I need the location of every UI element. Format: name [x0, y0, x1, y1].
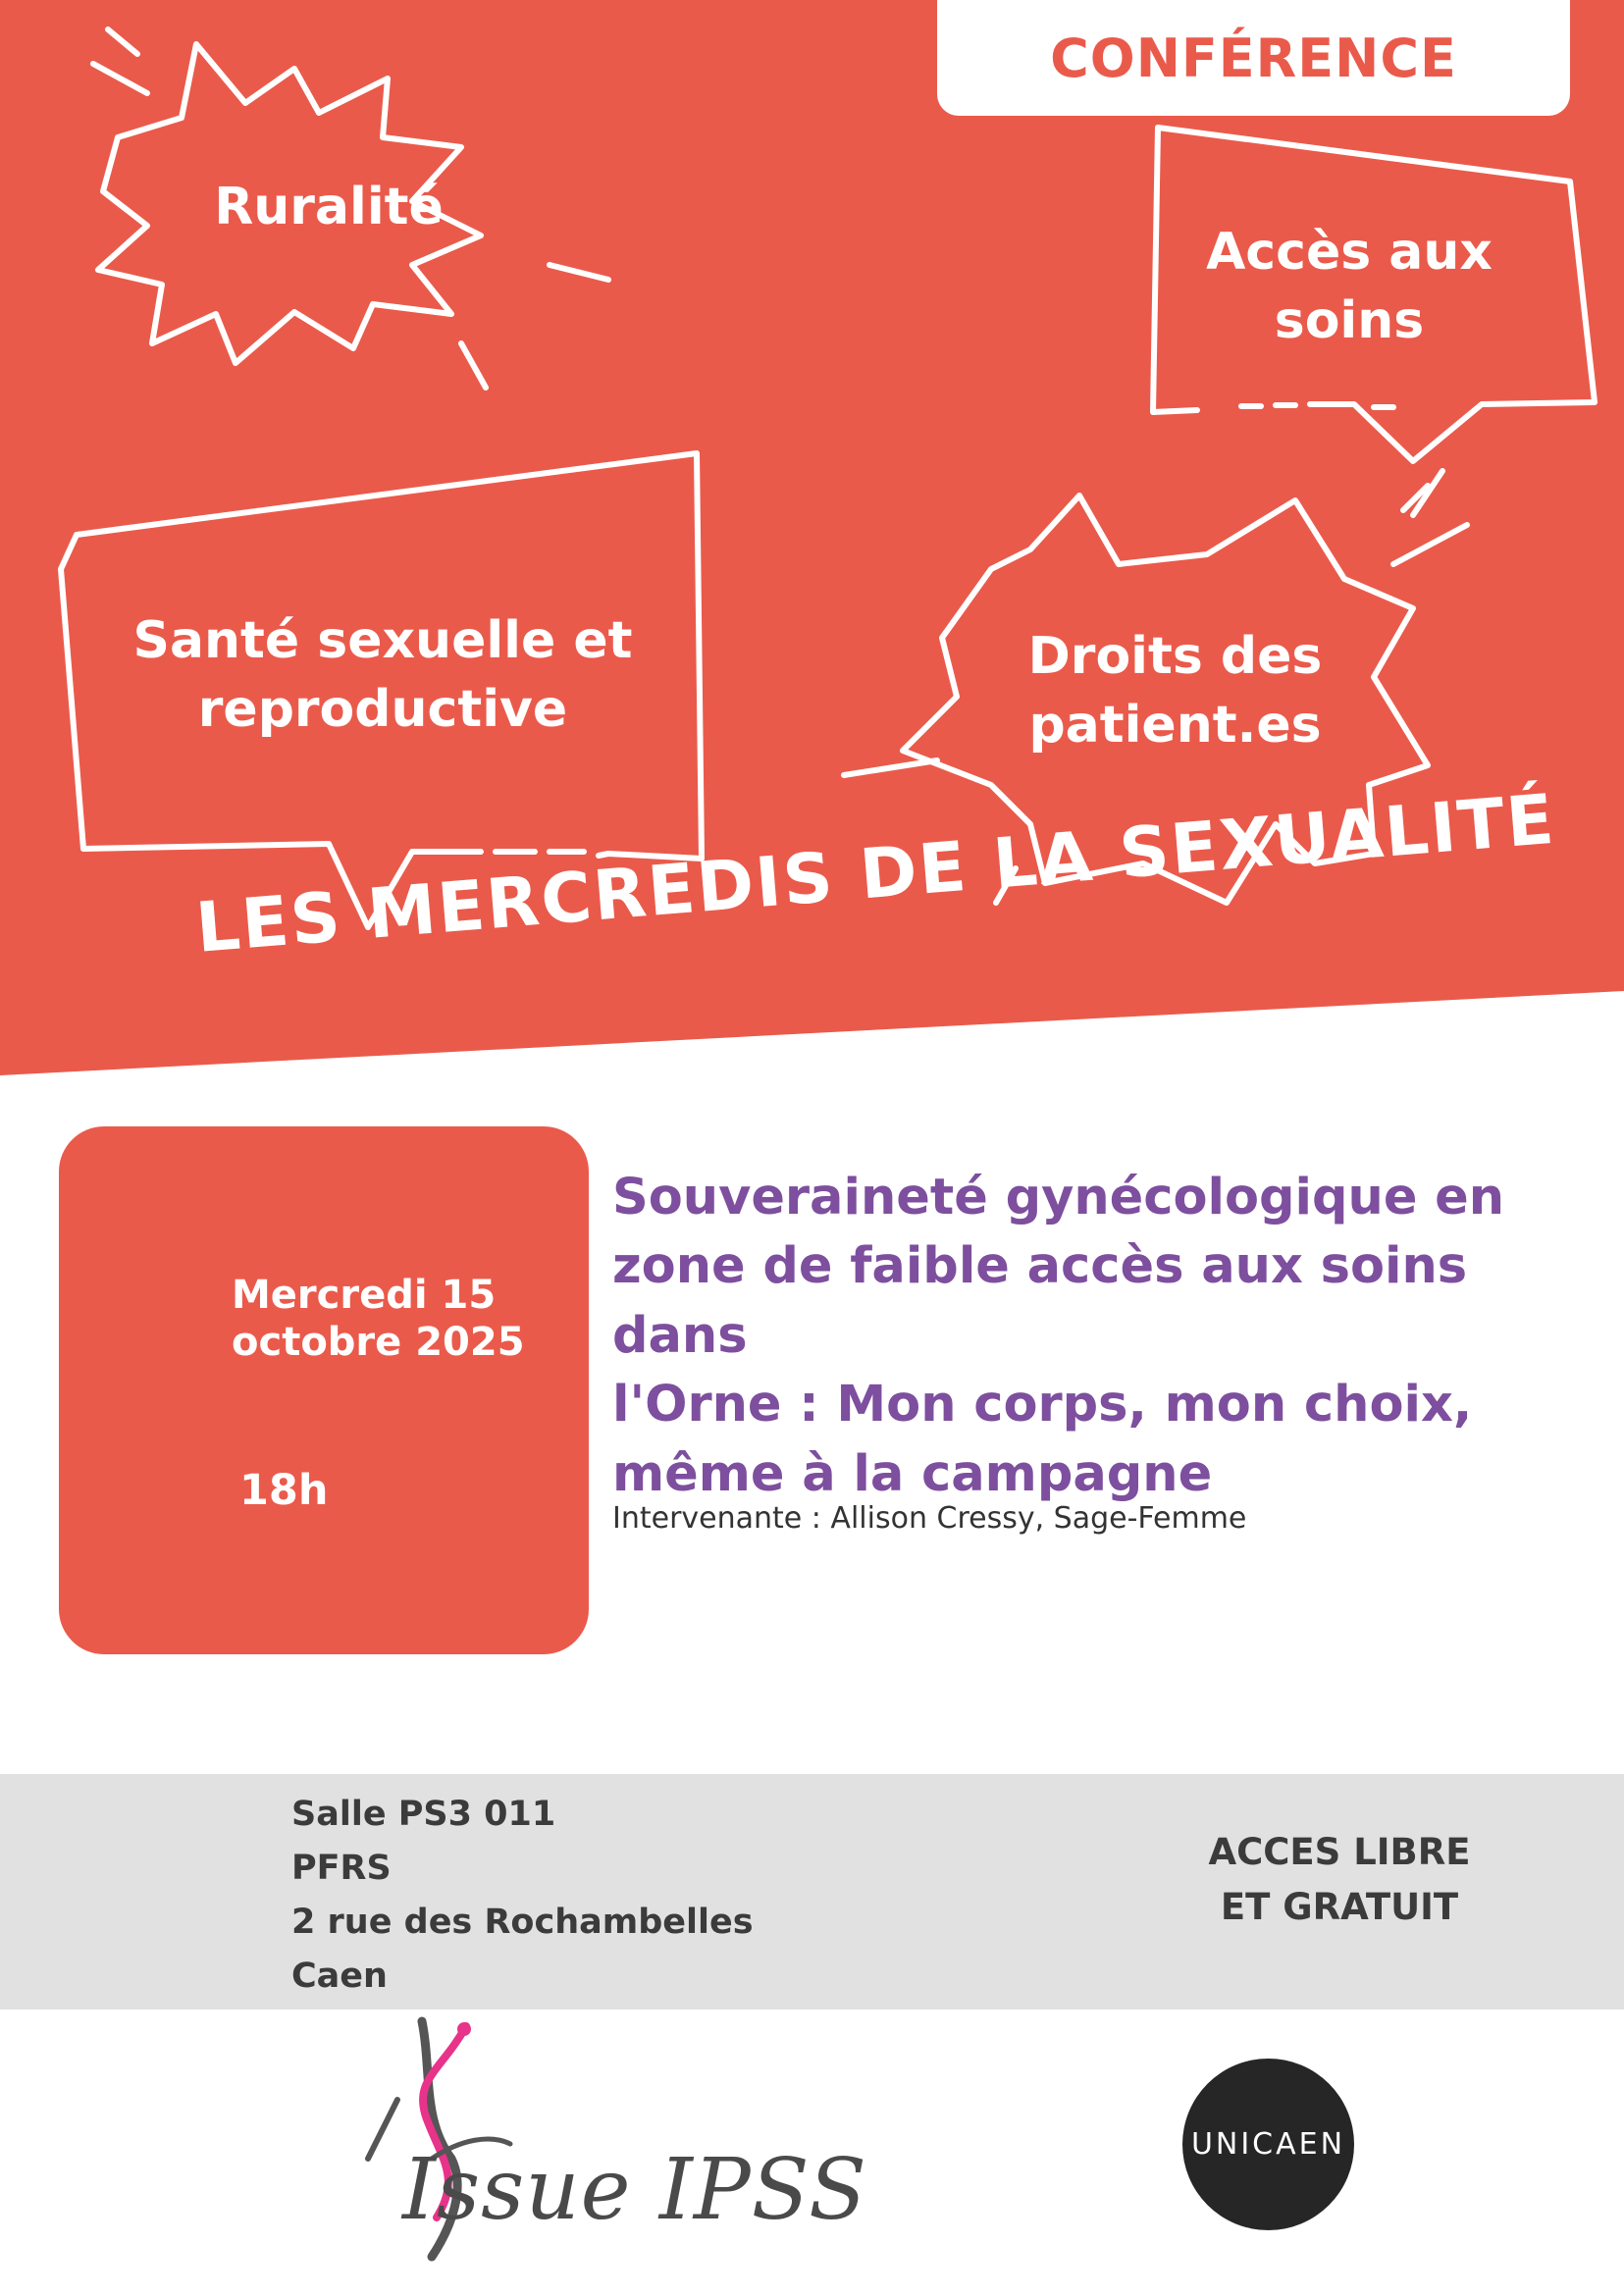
- conference-tag: [937, 0, 1570, 116]
- bubble-acces: [1173, 218, 1526, 355]
- conference-title-line3: l'Orne : Mon corps, mon choix,: [612, 1376, 1473, 1435]
- bubble-sante-line2: reproductive: [197, 680, 568, 740]
- address-building: PFRS: [291, 1848, 392, 1888]
- bubble-droits-line2: patient.es: [1028, 696, 1322, 756]
- series-banner-title: LES MERCREDIS DE LA SEXUALITÉ: [192, 778, 1559, 968]
- bubble-droits: [1006, 622, 1344, 759]
- unicaen-logo-text: UNICAEN: [1190, 2127, 1346, 2162]
- access-line1: ACCES LIBRE: [1208, 1831, 1471, 1873]
- bubble-sante: [98, 606, 667, 744]
- bubble-acces-line1: Accès aux: [1206, 223, 1493, 282]
- address-room: Salle PS3 011: [291, 1795, 556, 1834]
- address-city: Caen: [291, 1956, 388, 1996]
- access-line2: ET GRATUIT: [1220, 1885, 1459, 1928]
- bubble-ruralite-label: Ruralité: [214, 178, 444, 236]
- event-date-line1: Mercredi 15: [232, 1273, 497, 1318]
- speaker-line: Intervenante : Allison Cressy, Sage-Femme: [612, 1501, 1247, 1536]
- event-date-line2: octobre 2025: [232, 1320, 525, 1365]
- issue-ipss-logo: Issue IPSS: [402, 2141, 868, 2239]
- bubble-ruralite: [182, 175, 476, 241]
- address-street: 2 rue des Rochambelles: [291, 1902, 754, 1942]
- conference-title-line4: même à la campagne: [612, 1444, 1213, 1503]
- conference-title-line2: zone de faible accès aux soins dans: [612, 1237, 1468, 1365]
- unicaen-logo: [1182, 2059, 1354, 2230]
- bubble-droits-line1: Droits des: [1027, 627, 1323, 686]
- bubble-sante-line1: Santé sexuelle et: [132, 611, 633, 670]
- event-date: [232, 1272, 525, 1366]
- event-time: 18h: [239, 1466, 329, 1515]
- conference-title: [612, 1164, 1603, 1509]
- address-block: [291, 1788, 754, 2004]
- event-info-card: [59, 1126, 589, 1654]
- access-info: [1178, 1825, 1501, 1934]
- bubble-acces-line2: soins: [1274, 291, 1425, 351]
- conference-tag-label: CONFÉRENCE: [1050, 26, 1457, 89]
- conference-title-line1: Souveraineté gynécologique en: [612, 1169, 1505, 1226]
